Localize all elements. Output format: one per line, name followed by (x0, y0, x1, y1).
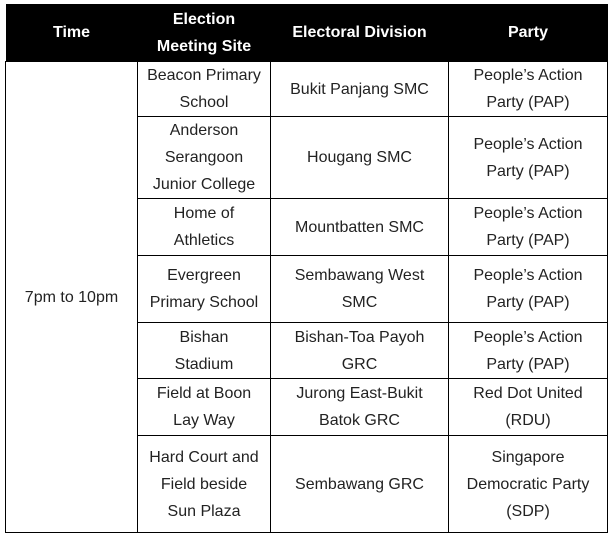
election-rally-schedule-table (5, 4, 608, 533)
header-site-line-1: Election (172, 10, 236, 28)
table-row (6, 62, 608, 117)
site-line: Beacon Primary (147, 67, 261, 84)
site-cell (138, 199, 271, 256)
party-line: People’s Action (473, 67, 583, 84)
party-line: Party (PAP) (486, 232, 570, 249)
party-line: People’s Action (473, 205, 583, 222)
division-line: Hougang SMC (307, 149, 412, 166)
division-cell (271, 323, 449, 379)
site-line: Lay Way (173, 412, 235, 429)
header-site (138, 4, 271, 62)
division-line: Sembawang GRC (295, 475, 424, 493)
site-line: Stadium (174, 355, 234, 373)
site-line: Field beside (160, 475, 248, 493)
division-cell (271, 436, 449, 533)
party-cell (449, 117, 608, 199)
division-cell (271, 62, 449, 117)
header-site-line-2: Meeting Site (156, 37, 252, 55)
site-line: Evergreen (167, 267, 241, 284)
division-line: Bukit Panjang SMC (290, 80, 429, 98)
division-cell (271, 256, 449, 323)
division-line: Mountbatten SMC (295, 218, 424, 236)
site-cell (138, 256, 271, 323)
site-line: Primary School (149, 294, 259, 311)
division-line: Bishan-Toa Payoh (294, 328, 425, 346)
header-row (6, 4, 608, 62)
site-line: Junior College (152, 176, 256, 193)
division-cell (271, 117, 449, 199)
party-cell (449, 256, 608, 323)
division-line: Jurong East-Bukit (296, 385, 423, 402)
party-line: People’s Action (473, 267, 583, 284)
party-line: Party (PAP) (486, 94, 570, 111)
party-line: Party (PAP) (486, 162, 570, 180)
division-line: Sembawang West (294, 267, 425, 284)
division-line: Batok GRC (319, 412, 400, 429)
site-line: Sun Plaza (167, 502, 241, 520)
site-line: Bishan (179, 328, 229, 346)
party-line: Party (PAP) (486, 294, 570, 311)
site-line: Anderson (169, 122, 239, 139)
site-line: Athletics (173, 232, 235, 249)
time-value: 7pm to 10pm (24, 288, 119, 306)
party-line: Red Dot United (473, 385, 583, 402)
party-line: (RDU) (505, 412, 551, 429)
header-party (449, 4, 608, 62)
party-cell (449, 62, 608, 117)
time-cell (6, 62, 138, 533)
site-cell (138, 323, 271, 379)
site-line: Field at Boon (156, 385, 252, 402)
site-line: Serangoon (164, 149, 244, 166)
party-line: (SDP) (506, 502, 550, 520)
party-cell (449, 323, 608, 379)
party-cell (449, 379, 608, 436)
header-party-label: Party (507, 24, 549, 41)
header-time (6, 4, 138, 62)
party-line: Singapore (491, 448, 565, 466)
site-line: School (179, 94, 229, 111)
party-line: Party (PAP) (486, 355, 570, 373)
site-cell (138, 379, 271, 436)
division-cell (271, 199, 449, 256)
site-line: Home of (173, 205, 235, 222)
division-cell (271, 379, 449, 436)
party-line: Democratic Party (466, 475, 590, 493)
party-cell (449, 436, 608, 533)
division-line: GRC (341, 355, 378, 373)
site-cell (138, 117, 271, 199)
party-line: People’s Action (473, 328, 583, 346)
party-line: People’s Action (473, 135, 583, 153)
header-division-label: Electoral Division (292, 24, 427, 41)
division-line: SMC (341, 294, 378, 311)
site-cell (138, 436, 271, 533)
header-division (271, 4, 449, 62)
header-time-label: Time (52, 24, 91, 41)
site-line: Hard Court and (149, 448, 259, 466)
party-cell (449, 199, 608, 256)
site-cell (138, 62, 271, 117)
